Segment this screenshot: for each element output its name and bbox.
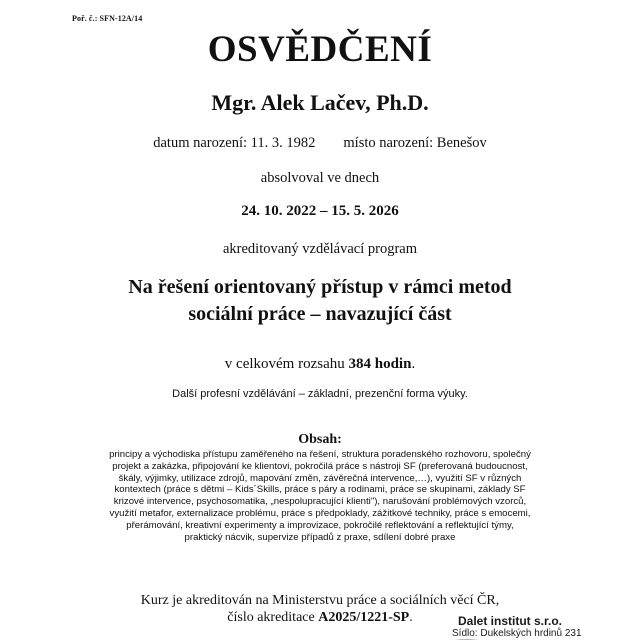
birth-place: místo narození: Benešov [343,135,487,151]
stamp-organization: Dalet institut s.r.o. [458,614,563,628]
program-title-line: sociální práce – navazující část [188,303,452,325]
contents-line: praktický nácvik, supervize případů z praxe, sdílení dobré praxe [184,531,456,543]
contents-line: škály, výjimky, utilizace zdrojů, mapování změn, závěrečná intervence,…), využití SF v různých [118,472,522,484]
contents-line: kontextech (práce s dětmi – Kids´Skills, práce s páry a rodinami, práce se skupinami, základy SF [114,484,526,496]
birth-date: datum narození: 11. 3. 1982 [153,135,316,151]
hours-prefix: v celkovém rozsahu [224,356,345,372]
reference-number: Poř. č.: SFN-12A/14 [72,14,143,23]
hours-suffix: . [411,356,416,372]
program-title-line: Na řešení orientovaný přístup v rámci metod [128,276,512,298]
course-hours [0,356,640,373]
accreditation-number: A2025/1221-SP [318,610,410,625]
contents-line: principy a východiska přístupu zaměřeného na řešení, struktura poradenského rozhovoru, společný [109,449,531,460]
contents-line: projekt a zakázka, připojování ke klientovi, pokročilá práce s nástroji SF (preferovaná budoucnost, [112,460,528,472]
stamp-address: Sídlo: Dukelských hrdinů 231 [452,628,582,639]
accreditation-line: Kurz je akreditován na Ministerstvu práce a sociálních věcí ČR, [140,593,500,608]
birth-details [0,135,640,152]
contents-list [0,449,640,543]
contents-line: krizové intervence, psychosomatika, „nespolupracující klienti"), narušování problémových vzorců, [113,496,527,508]
hours-value: 384 hodin [348,356,412,372]
accreditation-prefix: číslo akreditace [227,610,315,625]
recipient-name: Mgr. Alek Lačev, Ph.D. [211,90,429,115]
date-range: 24. 10. 2022 – 15. 5. 2026 [241,203,399,219]
program-label: akreditovaný vzdělávací program [222,241,418,257]
attended-text: absolvoval ve dnech [260,170,380,186]
certificate-title: OSVĚDČENÍ [207,29,433,70]
contents-heading: Obsah: [298,432,342,447]
education-form: Další profesní vzdělávání – základní, prezenční forma výuky. [172,388,468,400]
contents-line: využití metafor, externalizace problému, práce s předpoklady, zážitkové techniky, práce s emocemi, [109,507,531,519]
contents-line: přerámování, kreativní experimenty a improvizace, pokročilé reflektování a reflektující týmy, [126,519,514,531]
program-title [0,274,640,328]
accreditation-suffix: . [409,610,413,625]
